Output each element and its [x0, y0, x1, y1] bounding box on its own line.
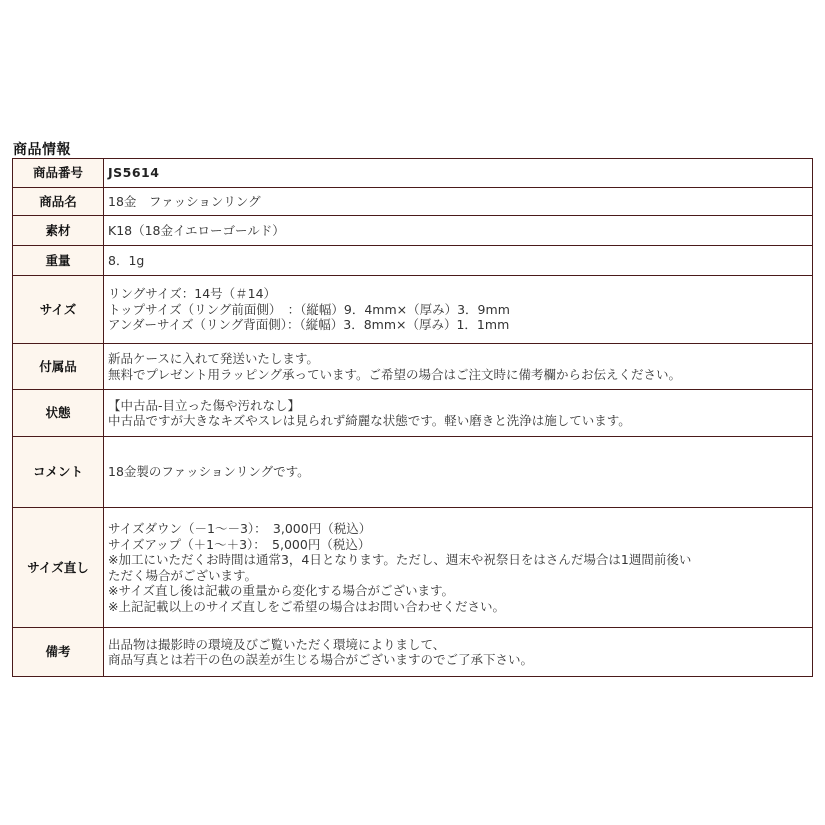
- row-value: [104, 159, 813, 188]
- product-info-table: [12, 158, 813, 677]
- value-line: 18金 ファッションリング: [108, 193, 261, 209]
- value-line: ※加工にいただくお時間は通常3，4日となります。ただし、週末や祝祭日をはさんだ場合は1週間前後い: [108, 552, 692, 567]
- value-line: サイズダウン（－1～－3）： 3,000円（税込）: [108, 521, 372, 536]
- row-label: 重量: [13, 246, 104, 276]
- row-value: [104, 246, 813, 276]
- table-row-accessories: [13, 344, 813, 390]
- row-value: [104, 628, 813, 677]
- value-line: 新品ケースに入れて発送いたします。: [108, 351, 319, 366]
- value-line: ※サイズ直し後は記載の重量から変化する場合がございます。: [108, 583, 454, 598]
- value-line: K18（18金イエローゴールド）: [108, 222, 285, 238]
- row-label: コメント: [13, 437, 104, 508]
- row-value: [104, 344, 813, 390]
- row-value: [104, 508, 813, 628]
- row-value: [104, 437, 813, 508]
- value-line: 商品写真とは若干の色の誤差が生じる場合がございますのでご了承下さい。: [108, 652, 534, 667]
- row-value: [104, 390, 813, 437]
- row-label: 状態: [13, 390, 104, 437]
- row-label: 商品番号: [13, 159, 104, 188]
- row-value: [104, 216, 813, 246]
- row-label: サイズ: [13, 276, 104, 344]
- row-value: [104, 276, 813, 344]
- row-label: 商品名: [13, 188, 104, 216]
- value-line: アンダーサイズ（リング背面側）：（縦幅）3．8mm×（厚み）1．1mm: [108, 317, 510, 333]
- table-row-size: [13, 276, 813, 344]
- section-title: 商品情報: [13, 142, 71, 158]
- value-line: リングサイズ：14号（＃14）: [108, 286, 277, 302]
- row-label: 素材: [13, 216, 104, 246]
- table-row-weight: [13, 246, 813, 276]
- value-line: 【中古品-目立った傷や汚れなし】: [108, 397, 301, 413]
- table-row-comment: [13, 437, 813, 508]
- value-line: 出品物は撮影時の環境及びご覧いただく環境によりまして、: [108, 636, 446, 652]
- table-row-notes: [13, 628, 813, 677]
- table-row-condition: [13, 390, 813, 437]
- value-line: ただく場合がございます。: [108, 567, 258, 583]
- table-row-resizing: [13, 508, 813, 628]
- value-line: ※上記記載以上のサイズ直しをご希望の場合はお問い合わせください。: [108, 598, 505, 614]
- value-line: 中古品ですが大きなキズやスレは見られず綺麗な状態です。軽い磨きと洗浄は施しています。: [108, 413, 631, 428]
- row-value: [104, 188, 813, 216]
- table-row-item-name: [13, 188, 813, 216]
- value-line: 8．1g: [108, 252, 145, 268]
- row-label: 備考: [13, 628, 104, 677]
- row-label: 付属品: [13, 344, 104, 390]
- value-line: トップサイズ（リング前面側） ：（縦幅）9．4mm×（厚み）3．9mm: [108, 301, 510, 317]
- row-label: サイズ直し: [13, 508, 104, 628]
- value-line: JS5614: [108, 165, 160, 181]
- value-line: 18金製のファッションリングです。: [108, 464, 310, 480]
- table-row-material: [13, 216, 813, 246]
- value-line: 無料でプレゼント用ラッピング承っています。ご希望の場合はご注文時に備考欄からお伝えください。: [108, 366, 682, 382]
- value-line: サイズアップ（＋1～＋3）： 5,000円（税込）: [108, 536, 371, 552]
- table-row-item-number: [13, 159, 813, 188]
